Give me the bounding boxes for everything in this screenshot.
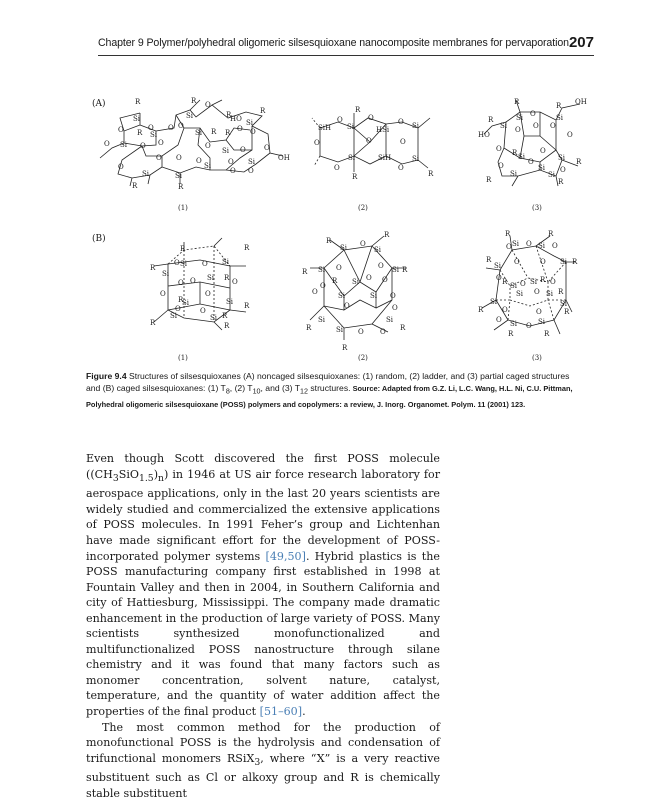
- svg-text:Si: Si: [338, 292, 346, 300]
- paragraph-2: The most common method for the production of monofunctional POSS is the hydrolysis and condensation of trifunctional monomers RSiX$_3$, where “X” is a very reactive substituent such as Cl or alkoxy group and R is chemically stable substituent: [86, 720, 440, 800]
- svg-text:R: R: [244, 302, 250, 310]
- svg-text:O: O: [314, 139, 320, 147]
- svg-text:R: R: [302, 268, 308, 276]
- svg-text:R: R: [402, 266, 408, 274]
- svg-text:R: R: [428, 170, 434, 178]
- svg-text:R: R: [150, 264, 156, 272]
- svg-text:Si: Si: [180, 260, 188, 268]
- svg-text:O: O: [550, 278, 556, 286]
- svg-text:O: O: [344, 302, 350, 310]
- svg-text:Si: Si: [222, 258, 230, 266]
- svg-text:Si: Si: [142, 170, 150, 178]
- svg-text:R: R: [400, 324, 406, 332]
- svg-text:SiH: SiH: [318, 124, 332, 132]
- svg-text:Si: Si: [516, 290, 524, 298]
- svg-text:R: R: [224, 274, 230, 282]
- svg-text:Si: Si: [518, 153, 526, 161]
- svg-text:R: R: [564, 308, 570, 316]
- svg-text:O: O: [528, 158, 534, 166]
- citation-link[interactable]: [51–60]: [259, 704, 303, 718]
- svg-text:Si: Si: [222, 147, 230, 155]
- silsesquioxane-structures-figure: [0, 0, 648, 370]
- svg-text:Si: Si: [558, 154, 566, 162]
- svg-text:O: O: [533, 122, 539, 130]
- svg-text:O: O: [205, 290, 211, 298]
- svg-text:Si: Si: [374, 246, 382, 254]
- svg-text:Si: Si: [538, 242, 546, 250]
- svg-text:Si: Si: [494, 262, 502, 270]
- svg-text:R: R: [355, 106, 361, 114]
- svg-text:R: R: [178, 296, 184, 304]
- svg-text:R: R: [342, 344, 348, 352]
- svg-text:R: R: [502, 278, 508, 286]
- svg-text:Si: Si: [175, 172, 183, 180]
- svg-text:O: O: [506, 243, 512, 251]
- svg-text:O: O: [550, 122, 556, 130]
- svg-text:O: O: [358, 328, 364, 336]
- svg-text:O: O: [232, 278, 238, 286]
- svg-text:O: O: [560, 166, 566, 174]
- svg-text:O: O: [382, 276, 388, 284]
- svg-text:Si: Si: [226, 298, 234, 306]
- svg-text:Si: Si: [248, 158, 256, 166]
- svg-text:R: R: [332, 277, 338, 285]
- svg-text:O: O: [540, 147, 546, 155]
- svg-text:O: O: [378, 262, 384, 270]
- svg-text:Si: Si: [386, 316, 394, 324]
- svg-text:O: O: [160, 290, 166, 298]
- svg-text:Si: Si: [560, 258, 568, 266]
- svg-text:Si: Si: [500, 122, 508, 130]
- svg-text:R: R: [135, 98, 141, 106]
- svg-text:R: R: [558, 178, 564, 186]
- svg-text:OH: OH: [278, 154, 290, 162]
- svg-text:R: R: [260, 107, 266, 115]
- svg-text:O: O: [202, 260, 208, 268]
- svg-text:O: O: [515, 126, 521, 134]
- svg-text:R: R: [544, 330, 550, 338]
- svg-text:R: R: [225, 129, 231, 137]
- svg-text:Si: Si: [538, 318, 546, 326]
- svg-text:Si: Si: [207, 274, 215, 282]
- svg-text:O: O: [250, 128, 256, 136]
- svg-text:O: O: [498, 162, 504, 170]
- svg-text:Si: Si: [347, 123, 355, 131]
- chapter-title: Chapter 9 Polymer/polyhedral oligomeric silsesquioxane nanocomposite membranes for pervaporation: [98, 37, 569, 49]
- svg-text:O: O: [158, 139, 164, 147]
- svg-text:Si: Si: [182, 299, 190, 307]
- svg-text:O: O: [168, 124, 174, 132]
- svg-text:R: R: [180, 245, 186, 253]
- figure-caption: [86, 370, 586, 412]
- svg-text:O: O: [380, 328, 386, 336]
- svg-text:O: O: [205, 142, 211, 150]
- svg-text:Si: Si: [336, 326, 344, 334]
- svg-text:Si: Si: [548, 171, 556, 179]
- svg-text:R: R: [137, 129, 143, 137]
- svg-text:Si: Si: [560, 300, 568, 308]
- svg-text:R: R: [211, 128, 217, 136]
- svg-text:O: O: [264, 144, 270, 152]
- b1-label: (1): [178, 354, 188, 362]
- svg-text:O: O: [540, 258, 546, 266]
- svg-text:Si: Si: [490, 298, 498, 306]
- svg-text:Si: Si: [133, 115, 141, 123]
- svg-text:Si: Si: [195, 129, 203, 137]
- svg-text:R: R: [478, 306, 484, 314]
- a3-label: (3): [532, 204, 542, 212]
- figure-label: Figure 9.4: [86, 371, 127, 381]
- svg-text:O: O: [536, 308, 542, 316]
- svg-text:O: O: [366, 137, 372, 145]
- svg-text:R: R: [326, 237, 332, 245]
- svg-text:O: O: [178, 279, 184, 287]
- svg-text:R: R: [540, 276, 546, 284]
- svg-text:Si: Si: [516, 114, 524, 122]
- svg-text:R: R: [306, 324, 312, 332]
- svg-text:R: R: [512, 149, 518, 157]
- svg-text:Si: Si: [556, 114, 564, 122]
- svg-text:O: O: [392, 304, 398, 312]
- svg-text:O: O: [118, 163, 124, 171]
- paragraph-1: Even though Scott discovered the first POSS molecule $((CH_3SiO_{1.5})_n)$ in 1946 at US air force research laboratory for aerospace applications, only in the last 20 years scientists are widely studied and commercialized the extensive applications of POSS molecules. In 1991 Feher’s group and Lichtenhan have made significant effort for the development of POSS-incorporated polymer systems [49,50]. Hybrid plastics is the POSS manufacturing company first established in 1998 at Fountain Valley and then in 2004, in Southern California and city of Hattiesburg, Mississippi. The company made dramatic enhancement in the production of large variety of POSS. Many scientists synthesized monofunctionalized and multifunctionalized POSS nanostructure through silane chemistry and it was found that many factors such as monomer concentration, solvent nature, catalyst, temperature, and the quantity of water addition affect the properties of the final product [51–60].: [86, 452, 440, 718]
- svg-text:O: O: [337, 116, 343, 124]
- svg-text:O: O: [520, 280, 526, 288]
- svg-text:R: R: [576, 158, 582, 166]
- svg-text:O: O: [237, 125, 243, 133]
- svg-text:HSi: HSi: [376, 126, 390, 134]
- svg-text:Si: Si: [210, 314, 218, 322]
- svg-text:R: R: [150, 319, 156, 327]
- svg-text:O: O: [200, 307, 206, 315]
- svg-text:O: O: [156, 154, 162, 162]
- svg-text:R: R: [572, 258, 578, 266]
- svg-text:R: R: [556, 102, 562, 110]
- svg-text:R: R: [488, 116, 494, 124]
- svg-text:R: R: [514, 98, 520, 106]
- svg-text:Si: Si: [510, 170, 518, 178]
- svg-text:R: R: [191, 97, 197, 105]
- svg-text:R: R: [508, 330, 514, 338]
- svg-text:O: O: [174, 259, 180, 267]
- svg-text:O: O: [496, 145, 502, 153]
- svg-text:O: O: [240, 146, 246, 154]
- citation-link[interactable]: [49,50]: [265, 549, 306, 563]
- svg-text:HO: HO: [230, 115, 242, 123]
- caption-text: Structures of silsesquioxanes (A) noncaged silsesquioxanes: (1) random, (2) ladder, and (3) partial caged structures and (B) caged silsesquioxanes: (1) $T_8$, (2) $T_{10}$, and (3) $T_{12}$ structures.: [86, 371, 570, 397]
- svg-text:O: O: [175, 305, 181, 313]
- svg-text:O: O: [366, 274, 372, 282]
- svg-text:O: O: [398, 118, 404, 126]
- svg-text:R: R: [178, 183, 184, 191]
- body-text: [86, 451, 440, 801]
- svg-text:O: O: [190, 277, 196, 285]
- b2-atom-labels: [302, 231, 408, 352]
- svg-text:O: O: [248, 167, 254, 175]
- caption-source: Source: Adapted from G.Z. Li, L.C. Wang, H.L. Ni, C.U. Pittman, Polyhedral oligomeric silsesquioxane (POSS) polymers and copolymers: a review, J. Inorg. Organomet. Polym. 11 (2001) 123.: [86, 384, 573, 410]
- svg-text:O: O: [230, 167, 236, 175]
- svg-text:R: R: [384, 231, 390, 239]
- svg-text:R: R: [486, 256, 492, 264]
- svg-text:Si: Si: [120, 141, 128, 149]
- svg-text:O: O: [400, 138, 406, 146]
- a2-label: (2): [358, 204, 368, 212]
- svg-text:O: O: [496, 316, 502, 324]
- svg-text:O: O: [118, 126, 124, 134]
- svg-text:Si: Si: [186, 112, 194, 120]
- svg-text:Si: Si: [204, 162, 212, 170]
- svg-text:O: O: [176, 154, 182, 162]
- svg-text:O: O: [502, 306, 508, 314]
- svg-text:Si: Si: [510, 282, 518, 290]
- svg-text:Si: Si: [530, 278, 538, 286]
- svg-text:O: O: [320, 282, 326, 290]
- b2-label: (2): [358, 354, 368, 362]
- svg-text:Si: Si: [392, 266, 400, 274]
- svg-text:Si: Si: [538, 164, 546, 172]
- svg-text:Si: Si: [162, 270, 170, 278]
- svg-text:Si: Si: [150, 131, 158, 139]
- svg-text:O: O: [228, 158, 234, 166]
- svg-text:O: O: [534, 288, 540, 296]
- svg-text:O: O: [312, 288, 318, 296]
- svg-text:Si: Si: [512, 240, 520, 248]
- svg-text:O: O: [140, 142, 146, 150]
- svg-text:R: R: [222, 312, 228, 320]
- svg-text:Si: Si: [352, 278, 360, 286]
- svg-text:O: O: [196, 157, 202, 165]
- panel-a-label: (A): [92, 99, 106, 109]
- svg-text:O: O: [205, 101, 211, 109]
- svg-text:Si: Si: [546, 290, 554, 298]
- svg-text:O: O: [368, 114, 374, 122]
- svg-text:O: O: [334, 164, 340, 172]
- a1-label: (1): [178, 204, 188, 212]
- page-number: 207: [568, 34, 594, 51]
- svg-text:R: R: [486, 176, 492, 184]
- svg-text:O: O: [526, 240, 532, 248]
- svg-text:R: R: [505, 230, 511, 238]
- svg-text:R: R: [558, 288, 564, 296]
- svg-text:O: O: [526, 322, 532, 330]
- svg-text:Si: Si: [510, 320, 518, 328]
- a3-atom-labels: [478, 98, 587, 186]
- svg-text:O: O: [398, 164, 404, 172]
- svg-text:O: O: [530, 110, 536, 118]
- svg-text:R: R: [352, 173, 358, 181]
- b3-label: (3): [532, 354, 542, 362]
- svg-text:O: O: [148, 124, 154, 132]
- svg-text:O: O: [360, 240, 366, 248]
- b3-atom-labels: [478, 230, 578, 338]
- svg-text:O: O: [336, 264, 342, 272]
- svg-text:O: O: [567, 131, 573, 139]
- svg-text:O: O: [178, 122, 184, 130]
- svg-text:R: R: [226, 111, 232, 119]
- svg-text:SiH: SiH: [378, 154, 392, 162]
- svg-text:O: O: [390, 292, 396, 300]
- svg-text:Si: Si: [348, 154, 356, 162]
- svg-text:OH: OH: [575, 98, 587, 106]
- svg-text:O: O: [496, 274, 502, 282]
- svg-text:Si: Si: [318, 266, 326, 274]
- svg-text:R: R: [548, 230, 554, 238]
- svg-text:HO: HO: [478, 131, 490, 139]
- svg-text:Si: Si: [412, 155, 420, 163]
- svg-text:Si: Si: [370, 292, 378, 300]
- svg-text:O: O: [552, 242, 558, 250]
- svg-text:O: O: [514, 258, 520, 266]
- svg-text:Si: Si: [318, 316, 326, 324]
- svg-text:R: R: [132, 182, 138, 190]
- svg-text:Si: Si: [340, 244, 348, 252]
- svg-text:Si: Si: [246, 119, 254, 127]
- panel-b-label: (B): [92, 234, 106, 244]
- svg-text:R: R: [224, 322, 230, 330]
- svg-text:Si: Si: [170, 312, 178, 320]
- svg-text:O: O: [104, 140, 110, 148]
- svg-text:R: R: [244, 244, 250, 252]
- a2-atom-labels: [314, 106, 434, 181]
- svg-text:Si: Si: [412, 122, 420, 130]
